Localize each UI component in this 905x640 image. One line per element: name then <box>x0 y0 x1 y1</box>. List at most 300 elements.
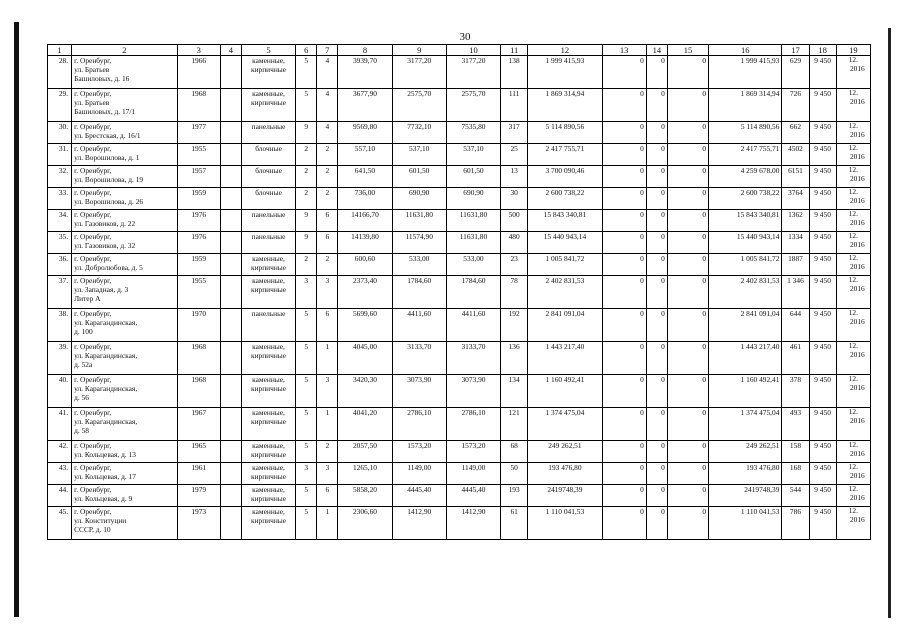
residents-cell: 23 <box>501 254 528 276</box>
table-row <box>48 56 871 89</box>
unit-cost-cell: 662 <box>782 122 809 144</box>
residents-cell: 317 <box>501 122 528 144</box>
deadline-cell-line: 2016 <box>849 261 865 271</box>
row-number: 42. <box>48 441 72 463</box>
deadline-cell-line: 12. <box>848 462 858 471</box>
residents-cell: 50 <box>501 463 528 485</box>
total-cost-cell: 1 374 475,04 <box>709 408 782 441</box>
column-number: 19 <box>836 45 870 56</box>
deadline-cell-line: 12. <box>848 165 858 174</box>
value-cell: 0 <box>602 144 646 166</box>
address-cell-line: Литер А <box>74 294 101 303</box>
wall-material-cell-line: панельные <box>251 210 286 219</box>
wall-material-cell-line: каменные, <box>252 507 285 516</box>
living-area-cell: 3073,90 <box>392 375 446 408</box>
residents-cell: 30 <box>501 188 528 210</box>
wall-material-cell-line: каменные, <box>252 254 285 263</box>
unit-cost-cell: 644 <box>782 309 809 342</box>
year-cell: 1955 <box>177 276 220 309</box>
address-cell-line: Башиловых, д. 16 <box>74 74 130 83</box>
row-number: 45. <box>48 507 72 540</box>
total-area-cell: 9569,80 <box>338 122 392 144</box>
column-number: 17 <box>782 45 809 56</box>
total-cost-cell: 1 443 217,40 <box>709 342 782 375</box>
deadline-cell-line: 2016 <box>849 151 865 161</box>
area-cell: 2575,70 <box>446 89 500 122</box>
value-cell: 0 <box>602 463 646 485</box>
row-number: 39. <box>48 342 72 375</box>
cost-cell: 3 700 090,46 <box>528 166 602 188</box>
deadline-cell-line: 12. <box>848 231 858 240</box>
value-cell: 0 <box>646 507 667 540</box>
limit-cost-cell: 9 450 <box>809 122 836 144</box>
residents-cell: 78 <box>501 276 528 309</box>
column-number: 12 <box>528 45 602 56</box>
cost-cell: 2 417 755,71 <box>528 144 602 166</box>
address-cell-line: г. Оренбург, <box>74 276 112 285</box>
wall-material-cell <box>241 507 295 540</box>
limit-cost-cell: 9 450 <box>809 144 836 166</box>
living-area-cell: 690,90 <box>392 188 446 210</box>
area-cell: 11631,80 <box>446 210 500 232</box>
floors-cell: 5 <box>296 485 317 507</box>
value-cell: 0 <box>602 166 646 188</box>
table-row <box>48 276 871 309</box>
address-cell <box>72 276 178 309</box>
limit-cost-cell: 9 450 <box>809 342 836 375</box>
residents-cell: 121 <box>501 408 528 441</box>
limit-cost-cell: 9 450 <box>809 276 836 309</box>
value-cell: 0 <box>667 441 708 463</box>
row-number: 44. <box>48 485 72 507</box>
value-cell: 0 <box>667 232 708 254</box>
limit-cost-cell: 9 450 <box>809 375 836 408</box>
residents-cell: 13 <box>501 166 528 188</box>
value-cell: 0 <box>646 463 667 485</box>
area-cell: 4411,60 <box>446 309 500 342</box>
value-cell: 0 <box>646 309 667 342</box>
value-cell: 0 <box>667 144 708 166</box>
table-row <box>48 441 871 463</box>
deadline-cell-line: 12. <box>848 341 858 350</box>
deadline-cell-line: 2016 <box>849 492 865 502</box>
limit-cost-cell: 9 450 <box>809 507 836 540</box>
column-number: 8 <box>338 45 392 56</box>
area-cell: 537,10 <box>446 144 500 166</box>
wall-material-cell-line: каменные, <box>252 276 285 285</box>
empty-cell <box>220 144 241 166</box>
floors-cell: 9 <box>296 210 317 232</box>
area-cell: 1573,20 <box>446 441 500 463</box>
year-cell: 1976 <box>177 232 220 254</box>
cost-cell: 1 110 041,53 <box>528 507 602 540</box>
empty-cell <box>220 375 241 408</box>
deadline-cell-line: 12. <box>848 55 858 64</box>
year-cell: 1961 <box>177 463 220 485</box>
address-cell-line: г. Оренбург, <box>74 188 112 197</box>
deadline-cell-line: 2016 <box>849 217 865 227</box>
wall-material-cell-line: кирпичные <box>250 65 287 74</box>
page-number: 30 <box>459 31 471 43</box>
address-cell-line: ул. Западная, д. 3 <box>74 285 129 294</box>
total-cost-cell: 15 843 340,81 <box>709 210 782 232</box>
unit-cost-cell: 1 346 <box>782 276 809 309</box>
living-area-cell: 11631,80 <box>392 210 446 232</box>
living-area-cell: 3133,70 <box>392 342 446 375</box>
table-row <box>48 507 871 540</box>
floors-cell: 5 <box>296 89 317 122</box>
unit-cost-cell: 726 <box>782 89 809 122</box>
value-cell: 0 <box>646 408 667 441</box>
row-number: 31. <box>48 144 72 166</box>
value-cell: 0 <box>646 188 667 210</box>
floors-cell: 3 <box>296 463 317 485</box>
total-cost-cell: 1 160 492,41 <box>709 375 782 408</box>
residents-cell: 134 <box>501 375 528 408</box>
cost-cell: 1 999 415,93 <box>528 56 602 89</box>
row-number: 38. <box>48 309 72 342</box>
entrances-cell: 1 <box>317 408 338 441</box>
empty-cell <box>220 122 241 144</box>
entrances-cell: 2 <box>317 188 338 210</box>
year-cell: 1968 <box>177 342 220 375</box>
address-cell-line: г. Оренбург, <box>74 144 112 153</box>
column-number: 9 <box>392 45 446 56</box>
cost-cell: 15 843 340,81 <box>528 210 602 232</box>
cost-cell: 2 600 738,22 <box>528 188 602 210</box>
address-cell-line: ул. Братьев <box>74 98 110 107</box>
floors-cell: 5 <box>296 441 317 463</box>
wall-material-cell-line: кирпичные <box>250 417 287 426</box>
value-cell: 0 <box>667 375 708 408</box>
value-cell: 0 <box>667 122 708 144</box>
entrances-cell: 3 <box>317 375 338 408</box>
unit-cost-cell: 4502 <box>782 144 809 166</box>
deadline-cell <box>836 276 870 309</box>
table-row <box>48 375 871 408</box>
area-cell: 690,90 <box>446 188 500 210</box>
wall-material-cell-line: панельные <box>251 232 286 241</box>
value-cell: 0 <box>602 408 646 441</box>
living-area-cell: 4445,40 <box>392 485 446 507</box>
wall-material-cell-line: кирпичные <box>250 450 287 459</box>
deadline-cell-line: 12. <box>848 187 858 196</box>
column-number: 10 <box>446 45 500 56</box>
wall-material-cell <box>241 144 295 166</box>
value-cell: 0 <box>646 232 667 254</box>
address-cell-line: ул. Кольцевая, д. 9 <box>74 494 133 503</box>
wall-material-cell-line: каменные, <box>252 408 285 417</box>
address-cell-line: г. Оренбург, <box>74 210 112 219</box>
area-cell: 1412,90 <box>446 507 500 540</box>
deadline-cell <box>836 408 870 441</box>
living-area-cell: 1784,60 <box>392 276 446 309</box>
address-cell-line: г. Оренбург, <box>74 375 112 384</box>
address-cell <box>72 254 178 276</box>
value-cell: 0 <box>602 56 646 89</box>
wall-material-cell <box>241 441 295 463</box>
deadline-cell-line: 2016 <box>849 195 865 205</box>
address-cell-line: г. Оренбург, <box>74 408 112 417</box>
wall-material-cell <box>241 210 295 232</box>
table-row <box>48 210 871 232</box>
unit-cost-cell: 629 <box>782 56 809 89</box>
address-cell-line: ул. Ворошилова, д. 19 <box>74 175 144 184</box>
deadline-cell-line: 2016 <box>849 349 865 359</box>
empty-cell <box>220 507 241 540</box>
value-cell: 0 <box>602 507 646 540</box>
wall-material-cell <box>241 276 295 309</box>
year-cell: 1959 <box>177 254 220 276</box>
value-cell: 0 <box>646 276 667 309</box>
wall-material-cell-line: блочные <box>255 188 282 197</box>
address-cell <box>72 463 178 485</box>
address-cell-line: ул. Карагандинская, <box>74 351 138 360</box>
total-cost-cell: 193 476,80 <box>709 463 782 485</box>
living-area-cell: 1149,00 <box>392 463 446 485</box>
living-area-cell: 3177,20 <box>392 56 446 89</box>
year-cell: 1973 <box>177 507 220 540</box>
table-row <box>48 342 871 375</box>
address-cell <box>72 56 178 89</box>
deadline-cell-line: 2016 <box>849 382 865 392</box>
wall-material-cell <box>241 342 295 375</box>
total-cost-cell: 1 110 041,53 <box>709 507 782 540</box>
deadline-cell-line: 12. <box>848 308 858 317</box>
deadline-cell-line: 12. <box>848 374 858 383</box>
deadline-cell-line: 12. <box>848 407 858 416</box>
wall-material-cell <box>241 408 295 441</box>
living-area-cell: 601,50 <box>392 166 446 188</box>
address-cell-line: г. Оренбург, <box>74 166 112 175</box>
unit-cost-cell: 378 <box>782 375 809 408</box>
address-cell <box>72 188 178 210</box>
empty-cell <box>220 166 241 188</box>
wall-material-cell-line: каменные, <box>252 56 285 65</box>
total-area-cell: 4041,20 <box>338 408 392 441</box>
area-cell: 3177,20 <box>446 56 500 89</box>
address-cell-line: г. Оренбург, <box>74 485 112 494</box>
entrances-cell: 1 <box>317 507 338 540</box>
deadline-cell-line: 12. <box>848 506 858 515</box>
unit-cost-cell: 1334 <box>782 232 809 254</box>
value-cell: 0 <box>667 254 708 276</box>
address-cell <box>72 232 178 254</box>
address-cell-line: ул. Конституции <box>74 516 127 525</box>
wall-material-cell-line: каменные, <box>252 463 285 472</box>
row-number: 37. <box>48 276 72 309</box>
area-cell: 1784,60 <box>446 276 500 309</box>
year-cell: 1977 <box>177 122 220 144</box>
cost-cell: 1 160 492,41 <box>528 375 602 408</box>
address-cell-line: г. Оренбург, <box>74 507 112 516</box>
value-cell: 0 <box>602 188 646 210</box>
limit-cost-cell: 9 450 <box>809 166 836 188</box>
total-area-cell: 2057,50 <box>338 441 392 463</box>
floors-cell: 9 <box>296 122 317 144</box>
empty-cell <box>220 309 241 342</box>
deadline-cell <box>836 342 870 375</box>
column-number: 15 <box>667 45 708 56</box>
deadline-cell <box>836 166 870 188</box>
wall-material-cell <box>241 232 295 254</box>
wall-material-cell <box>241 254 295 276</box>
wall-material-cell-line: кирпичные <box>250 494 287 503</box>
total-area-cell: 2306,60 <box>338 507 392 540</box>
total-cost-cell: 1 005 841,72 <box>709 254 782 276</box>
column-number: 14 <box>646 45 667 56</box>
scan-right-edge <box>888 28 891 618</box>
value-cell: 0 <box>602 375 646 408</box>
address-cell-line: СССР, д. 10 <box>74 525 111 534</box>
total-cost-cell: 4 259 678,00 <box>709 166 782 188</box>
limit-cost-cell: 9 450 <box>809 254 836 276</box>
area-cell: 2786,10 <box>446 408 500 441</box>
entrances-cell: 2 <box>317 441 338 463</box>
value-cell: 0 <box>667 463 708 485</box>
value-cell: 0 <box>646 56 667 89</box>
floors-cell: 2 <box>296 254 317 276</box>
deadline-cell <box>836 188 870 210</box>
value-cell: 0 <box>646 485 667 507</box>
deadline-cell-line: 2016 <box>849 316 865 326</box>
total-area-cell: 14166,70 <box>338 210 392 232</box>
unit-cost-cell: 158 <box>782 441 809 463</box>
address-cell-line: г. Оренбург, <box>74 254 112 263</box>
wall-material-cell <box>241 485 295 507</box>
table-row <box>48 144 871 166</box>
cost-cell: 5 114 890,56 <box>528 122 602 144</box>
scan-left-edge <box>14 22 19 617</box>
value-cell: 0 <box>602 441 646 463</box>
total-cost-cell: 2 600 738,22 <box>709 188 782 210</box>
value-cell: 0 <box>667 342 708 375</box>
limit-cost-cell: 9 450 <box>809 188 836 210</box>
residents-cell: 193 <box>501 485 528 507</box>
value-cell: 0 <box>602 309 646 342</box>
value-cell: 0 <box>602 254 646 276</box>
address-cell <box>72 210 178 232</box>
deadline-cell <box>836 254 870 276</box>
address-cell-line: д. 56 <box>74 393 89 402</box>
value-cell: 0 <box>602 342 646 375</box>
value-cell: 0 <box>667 89 708 122</box>
wall-material-cell <box>241 166 295 188</box>
cost-cell: 15 440 943,14 <box>528 232 602 254</box>
year-cell: 1968 <box>177 89 220 122</box>
total-cost-cell: 5 114 890,56 <box>709 122 782 144</box>
wall-material-cell-line: каменные, <box>252 89 285 98</box>
address-cell <box>72 122 178 144</box>
wall-material-cell-line: блочные <box>255 166 282 175</box>
cost-cell: 1 374 475,04 <box>528 408 602 441</box>
total-cost-cell: 1 999 415,93 <box>709 56 782 89</box>
entrances-cell: 4 <box>317 89 338 122</box>
address-cell-line: ул. Ворошилова, д. 26 <box>74 197 144 206</box>
address-cell-line: д. 100 <box>74 327 93 336</box>
total-cost-cell: 2 841 091,04 <box>709 309 782 342</box>
area-cell: 3133,70 <box>446 342 500 375</box>
residents-cell: 138 <box>501 56 528 89</box>
column-number: 3 <box>177 45 220 56</box>
living-area-cell: 533,00 <box>392 254 446 276</box>
limit-cost-cell: 9 450 <box>809 441 836 463</box>
total-area-cell: 4045,00 <box>338 342 392 375</box>
value-cell: 0 <box>602 276 646 309</box>
value-cell: 0 <box>667 408 708 441</box>
wall-material-cell-line: блочные <box>255 144 282 153</box>
address-cell <box>72 89 178 122</box>
entrances-cell: 2 <box>317 166 338 188</box>
table-row <box>48 166 871 188</box>
cost-cell: 193 476,80 <box>528 463 602 485</box>
address-cell <box>72 144 178 166</box>
table-row <box>48 232 871 254</box>
address-cell <box>72 441 178 463</box>
deadline-cell-line: 2016 <box>849 514 865 524</box>
address-cell-line: г. Оренбург, <box>74 463 112 472</box>
total-cost-cell: 2 417 755,71 <box>709 144 782 166</box>
deadline-cell-line: 2016 <box>849 129 865 139</box>
address-cell-line: г. Оренбург, <box>74 122 112 131</box>
year-cell: 1965 <box>177 441 220 463</box>
floors-cell: 2 <box>296 166 317 188</box>
column-number: 1 <box>48 45 72 56</box>
deadline-cell <box>836 485 870 507</box>
deadline-cell-line: 12. <box>848 440 858 449</box>
limit-cost-cell: 9 450 <box>809 210 836 232</box>
deadline-cell-line: 12. <box>848 88 858 97</box>
column-number: 7 <box>317 45 338 56</box>
table-row <box>48 89 871 122</box>
address-cell <box>72 375 178 408</box>
unit-cost-cell: 168 <box>782 463 809 485</box>
wall-material-cell <box>241 122 295 144</box>
living-area-cell: 2575,70 <box>392 89 446 122</box>
wall-material-cell-line: панельные <box>251 309 286 318</box>
year-cell: 1967 <box>177 408 220 441</box>
table-row <box>48 408 871 441</box>
housing-register-table <box>47 44 871 540</box>
address-cell <box>72 507 178 540</box>
unit-cost-cell: 461 <box>782 342 809 375</box>
area-cell: 11631,80 <box>446 232 500 254</box>
limit-cost-cell: 9 450 <box>809 485 836 507</box>
year-cell: 1970 <box>177 309 220 342</box>
address-cell-line: ул. Брестская, д. 16/1 <box>74 131 141 140</box>
year-cell: 1959 <box>177 188 220 210</box>
empty-cell <box>220 210 241 232</box>
cost-cell: 249 262,51 <box>528 441 602 463</box>
total-cost-cell: 15 440 943,14 <box>709 232 782 254</box>
year-cell: 1966 <box>177 56 220 89</box>
value-cell: 0 <box>667 210 708 232</box>
limit-cost-cell: 9 450 <box>809 232 836 254</box>
row-number: 40. <box>48 375 72 408</box>
wall-material-cell <box>241 188 295 210</box>
year-cell: 1976 <box>177 210 220 232</box>
total-area-cell: 5699,60 <box>338 309 392 342</box>
entrances-cell: 2 <box>317 144 338 166</box>
wall-material-cell <box>241 56 295 89</box>
deadline-cell-line: 2016 <box>849 63 865 73</box>
deadline-cell <box>836 144 870 166</box>
value-cell: 0 <box>646 89 667 122</box>
deadline-cell-line: 2016 <box>849 448 865 458</box>
residents-cell: 25 <box>501 144 528 166</box>
address-cell-line: ул. Газовиков, д. 32 <box>74 241 136 250</box>
value-cell: 0 <box>602 122 646 144</box>
